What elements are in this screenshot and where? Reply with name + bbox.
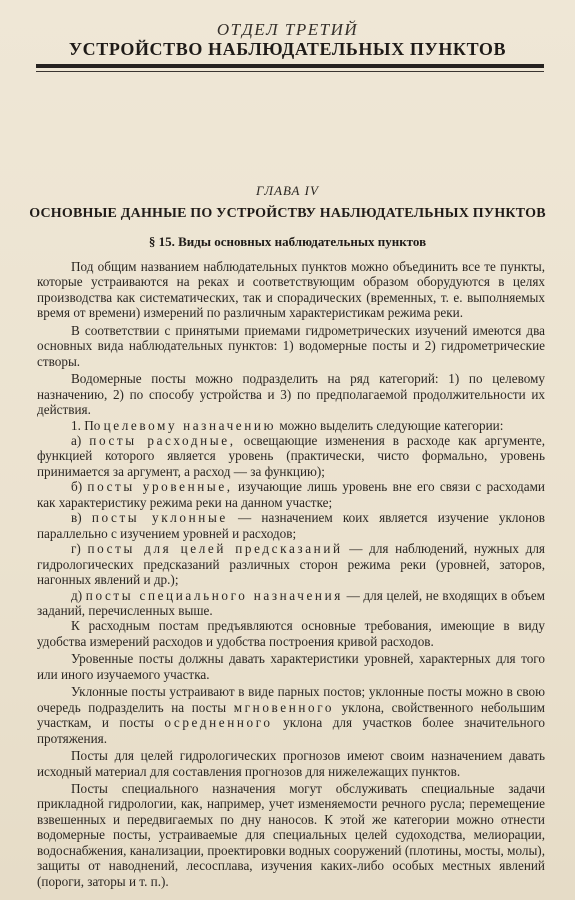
list-item-v: [37, 510, 545, 541]
purpose-rest: можно выделить следующие категории:: [279, 417, 504, 433]
item-g-rest: — для наблюдений, нужных для гидрологических предсказаний различных сторон режима реки (уровней, заторов, нагонных явлений и др.);: [37, 541, 546, 588]
slope-emphasis-instant: мгновенного: [233, 699, 335, 715]
slope-text-c: уклона для участков более значительного протяжения.: [37, 715, 545, 746]
item-v-lead: в): [71, 510, 82, 526]
slope-text-b: уклона, свойственного небольшим участкам, и посты: [37, 699, 546, 731]
section-title: § 15. Виды основных наблюдательных пунктов: [148, 234, 427, 249]
item-d-emphasis: посты специального назначения: [85, 587, 343, 603]
item-a-emphasis: посты расходные,: [89, 432, 236, 448]
paragraph-intro: Под общим названием наблюдательных пунктов можно объединить все те пункты, которые устраиваются на реках и соответствующим образом оборудуются в целях производства как систематических, так и спорадических (временных, т. е. выполняемых время от времени) измерений по различным характеристикам режима реки.: [37, 259, 545, 321]
header-rule-thick: [36, 64, 544, 68]
part-label: ОТДЕЛ ТРЕТИЙ: [216, 20, 359, 39]
paragraph-types: В соответствии с принятыми приемами гидрометрических изучений имеются два основных вида наблюдательных пунктов: 1) водомерные посты и 2) гидрометрические створы.: [37, 322, 545, 369]
paragraph-special-posts: Посты специального назначения могут обслуживать специальные задачи прикладной гидрологии, как, например, учет изменяемости речного русла; перемещение взвешенных и передвигаемых по дну наносов. К этой же категории можно отнести водомерные посты, устраиваемые для специальных целей судоходства, мелиорации, водоснабжения, канализации, проектировки водных сооружений (плотины, мосты, молы), защиты от наводнений, лесосплава, изучения каких-либо особых местных явлений (пороги, заторы и т. п.).: [37, 780, 545, 889]
list-item-b: [37, 479, 545, 510]
item-v-rest: — назначением коих является изучение уклонов параллельно с изучением уровней и расходов;: [37, 510, 545, 541]
slope-text-a: Уклонные посты устраивают в виде парных постов; уклонные посты можно в свою очередь подразделить на посты: [37, 684, 545, 715]
item-d-rest: — для целей, не входящих в объем заданий, перечисленных выше.: [37, 587, 546, 618]
body-text: [37, 259, 545, 889]
item-g-lead: г): [71, 541, 81, 557]
item-a-rest: освещающие изменения в расходе как аргументе, функцией которого является уровень (практически, чисто формально, уровень принимается за аргумент, а расход — за функцию);: [37, 432, 546, 479]
item-g-emphasis: посты для целей предсказаний: [87, 541, 343, 557]
list-item-a: [37, 433, 545, 479]
purpose-lead: 1. По: [71, 417, 101, 433]
purpose-emphasis: целевому назначению: [103, 417, 277, 433]
chapter-title: ОСНОВНЫЕ ДАННЫЕ ПО УСТРОЙСТВУ НАБЛЮДАТЕЛЬНЫХ ПУНКТОВ: [29, 206, 546, 221]
paragraph-forecast-posts: Посты для целей гидрологических прогнозов имеют своим назначением давать исходный материал для составления прогнозов для нижележащих пунктов.: [37, 748, 545, 779]
paragraph-purpose: [37, 418, 545, 433]
paragraph-level-posts: Уровенные посты должны давать характеристики уровней, характерных для того или иного изучаемого участка.: [37, 651, 545, 682]
item-b-lead: б): [71, 479, 83, 495]
paragraph-categories: Водомерные посты можно подразделить на ряд категорий: 1) по целевому назначению, 2) по способу устройства и 3) по предполагаемой продолжительности их действия.: [37, 371, 545, 418]
header-rule-thin: [36, 71, 544, 72]
item-b-rest: изучающие лишь уровень вне его связи с расходами как характеристику режима реки на данном участке;: [37, 479, 545, 510]
list-item-d: [37, 588, 545, 619]
item-b-emphasis: посты уровенные,: [87, 479, 233, 495]
item-d-lead: д): [71, 587, 83, 603]
list-item-g: [37, 541, 545, 587]
part-title: УСТРОЙСТВО НАБЛЮДАТЕЛЬНЫХ ПУНКТОВ: [68, 39, 507, 59]
slope-emphasis-average: осредненного: [164, 715, 273, 731]
chapter-label: ГЛАВА IV: [256, 183, 319, 198]
paragraph-discharge-posts: К расходным постам предъявляются основные требования, имеющие в виду удобства измерений расходов и удобства построения кривой расходов.: [37, 618, 545, 649]
paragraph-slope-posts: [37, 684, 545, 746]
item-a-lead: а): [71, 432, 82, 448]
item-v-emphasis: посты уклонные: [91, 510, 228, 526]
